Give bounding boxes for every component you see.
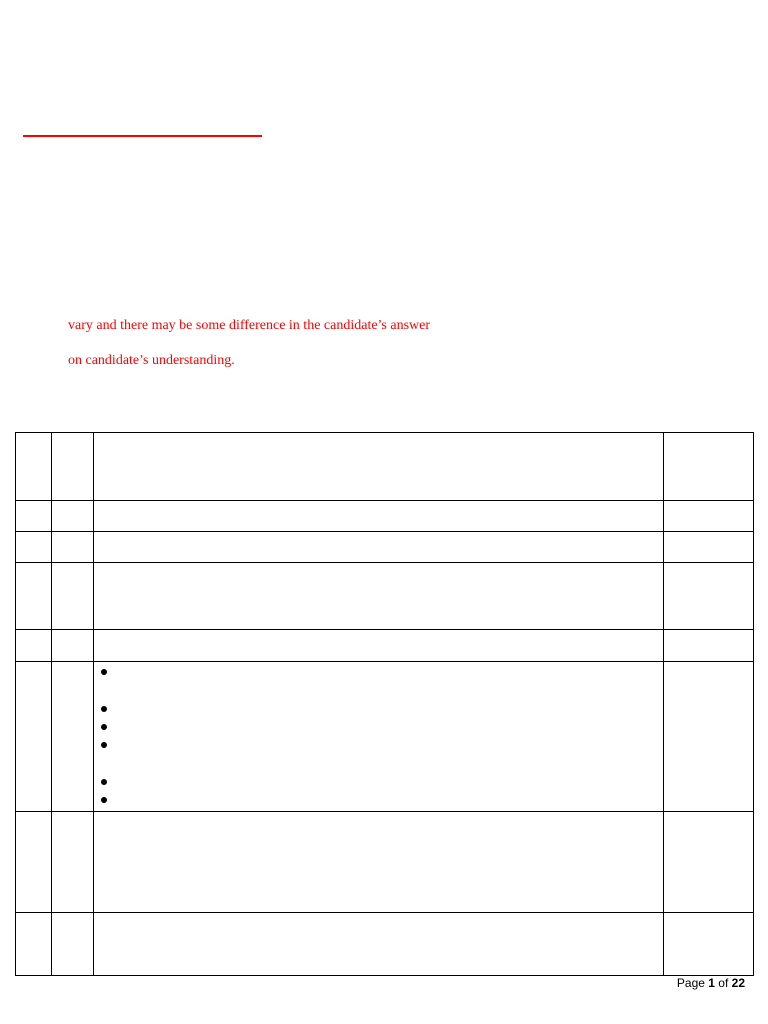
table-cell bbox=[664, 662, 754, 812]
table-cell bbox=[94, 501, 664, 532]
table-cell bbox=[16, 662, 52, 812]
page-number-footer bbox=[677, 976, 745, 990]
table-row bbox=[16, 812, 754, 913]
table-row bbox=[16, 662, 754, 812]
table-cell bbox=[94, 563, 664, 630]
table-cell bbox=[94, 433, 664, 501]
table-cell bbox=[52, 532, 94, 563]
table-cell bbox=[52, 563, 94, 630]
table-cell bbox=[52, 501, 94, 532]
current-page-number: 1 bbox=[708, 976, 715, 990]
table-cell bbox=[16, 630, 52, 662]
bullet-icon bbox=[101, 706, 107, 712]
table-cell bbox=[664, 630, 754, 662]
bullet-icon bbox=[101, 779, 107, 785]
instruction-note-line-1: vary and there may be some difference in the candidate’s answer bbox=[68, 318, 431, 333]
list-item bbox=[94, 736, 663, 754]
table-cell bbox=[664, 812, 754, 913]
table-row bbox=[16, 563, 754, 630]
table-cell bbox=[16, 812, 52, 913]
header-mark bbox=[120, 12, 160, 16]
of-label: of bbox=[714, 976, 732, 990]
list-item bbox=[94, 663, 663, 681]
table-cell bbox=[52, 630, 94, 662]
table-cell bbox=[664, 532, 754, 563]
table-cell bbox=[52, 812, 94, 913]
table-cell bbox=[16, 433, 52, 501]
bullet-icon bbox=[101, 669, 107, 675]
table-cell bbox=[664, 913, 754, 976]
table-row bbox=[16, 501, 754, 532]
list-item bbox=[94, 700, 663, 718]
table-cell bbox=[664, 501, 754, 532]
table-cell bbox=[52, 913, 94, 976]
bullet-icon bbox=[101, 742, 107, 748]
instruction-note-line-2: on candidate’s understanding. bbox=[68, 353, 235, 368]
marking-scheme-table bbox=[15, 432, 754, 976]
table-cell bbox=[94, 812, 664, 913]
bullet-icon bbox=[101, 724, 107, 730]
list-item bbox=[94, 773, 663, 791]
table-cell bbox=[16, 913, 52, 976]
red-underline-rule bbox=[23, 135, 262, 137]
bullet-icon bbox=[101, 797, 107, 803]
table-cell bbox=[664, 563, 754, 630]
table-row bbox=[16, 532, 754, 563]
table-cell bbox=[94, 630, 664, 662]
page-label: Page bbox=[676, 976, 709, 990]
table-cell bbox=[16, 501, 52, 532]
list-item bbox=[94, 791, 663, 809]
table-row bbox=[16, 630, 754, 662]
table-cell bbox=[94, 532, 664, 563]
table-row bbox=[16, 913, 754, 976]
table-cell bbox=[94, 662, 664, 812]
table-cell bbox=[52, 662, 94, 812]
table-cell bbox=[52, 433, 94, 501]
total-pages-number: 22 bbox=[731, 976, 745, 990]
table-cell bbox=[94, 913, 664, 976]
bullet-list bbox=[94, 662, 663, 809]
table-cell bbox=[16, 532, 52, 563]
table-cell bbox=[16, 563, 52, 630]
table-cell bbox=[664, 433, 754, 501]
list-item bbox=[94, 718, 663, 736]
table-row bbox=[16, 433, 754, 501]
